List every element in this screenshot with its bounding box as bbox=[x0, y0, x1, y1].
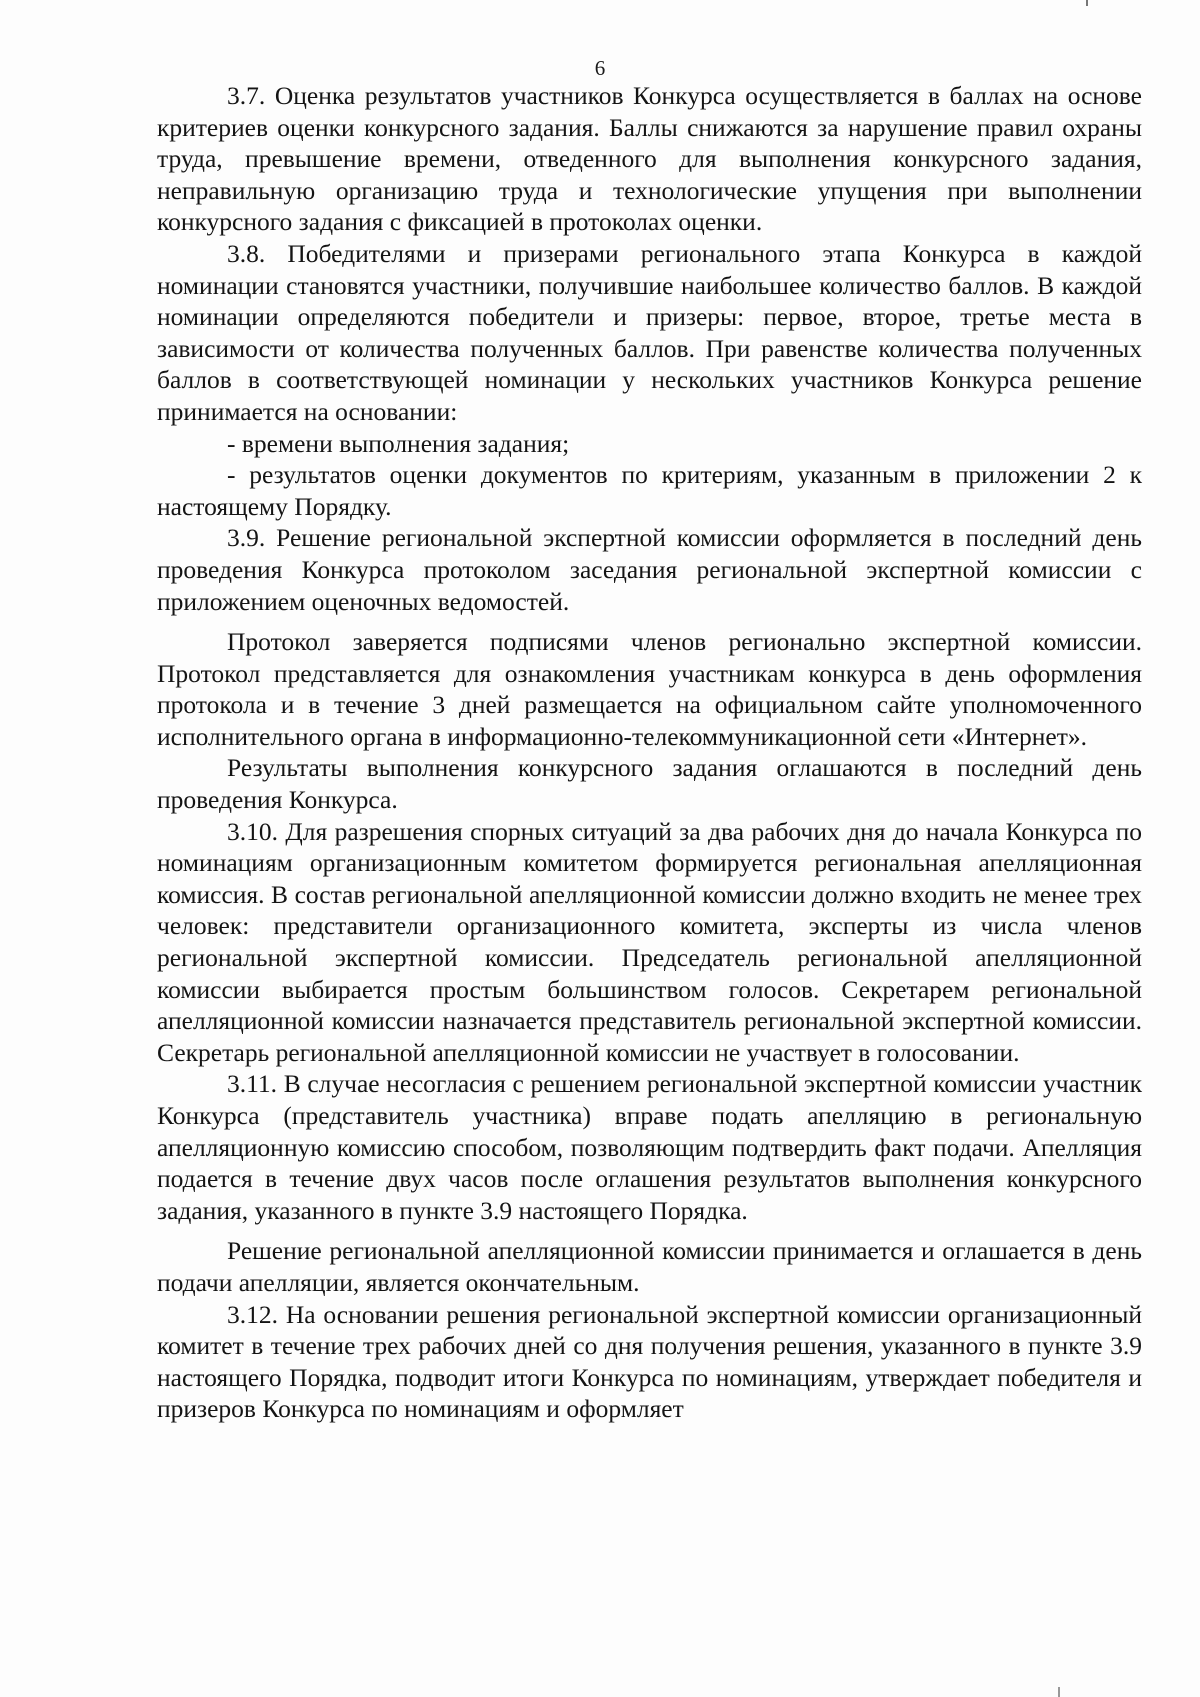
paragraph-3-9: 3.9. Решение региональной экспертной комиссии оформляется в последний день проведения Конкурса протоколом заседания региональной экспертной комиссии с приложением оценочных ведомостей. bbox=[157, 523, 1142, 616]
paragraph-results: Результаты выполнения конкурсного задания оглашаются в последний день проведения Конкурса. bbox=[157, 753, 1142, 815]
paragraph-3-12: 3.12. На основании решения региональной экспертной комиссии организационный комитет в течение трех рабочих дней со дня получения решения, указанного в пункте 3.9 настоящего Порядка, подводит итоги Конкурса по номинациям, утверждает победителя и призеров Конкурса по номинациям и оформляет bbox=[157, 1299, 1142, 1424]
paragraph-3-10: 3.10. Для разрешения спорных ситуаций за два рабочих дня до начала Конкурса по номинациям организационным комитетом формируется региональная апелляционная комиссия. В состав региональной апелляционной комиссии должно входить не менее трех человек: представители организационного комитета, эксперты из числа членов региональной экспертной комиссии. Председатель региональной апелляционной комиссии выбирается простым большинством голосов. Секретарем региональной апелляционной комиссии назначается представитель региональной экспертной комиссии. Секретарь региональной апелляционной комиссии не участвует в голосовании. bbox=[157, 816, 1142, 1067]
list-item: - времени выполнения задания; bbox=[227, 428, 570, 458]
page-number: 6 bbox=[594, 56, 606, 80]
paragraph-appeal-decision: Решение региональной апелляционной комиссии принимается и оглашается в день подачи апелляции, является окончательным. bbox=[157, 1236, 1142, 1297]
list-item: - результатов оценки документов по критериям, указанным в приложении 2 к настоящему Порядку. bbox=[157, 460, 1142, 521]
scan-mark-top bbox=[1086, 0, 1088, 6]
paragraph-3-8: 3.8. Победителями и призерами регионального этапа Конкурса в каждой номинации становятся участники, получившие наибольшее количество баллов. В каждой номинации определяются победители и призеры: первое, второе, третье места в зависимости от количества полученных баллов. При равенстве количества полученных баллов в соответствующей номинации у нескольких участников Конкурса решение принимается на основании: bbox=[157, 238, 1142, 426]
paragraph-protocol: Протокол заверяется подписями членов регионально экспертной комиссии. Протокол представляется для ознакомления участникам конкурса в день оформления протокола и в течение 3 дней размещается на официальном сайте уполномоченного исполнительного органа в информационно-телекоммуникационной сети «Интернет». bbox=[157, 627, 1142, 751]
scan-mark-bottom bbox=[1058, 1687, 1060, 1697]
document-body bbox=[157, 80, 1142, 1425]
paragraph-3-7: 3.7. Оценка результатов участников Конкурса осуществляется в баллах на основе критериев оценки конкурсного задания. Баллы снижаются за нарушение правил охраны труда, превышение времени, отведенного для выполнения конкурсного задания, неправильную организацию труда и технологические упущения при выполнении конкурсного задания с фиксацией в протоколах оценки. bbox=[157, 81, 1142, 237]
paragraph-3-11: 3.11. В случае несогласия с решением региональной экспертной комиссии участник Конкурса (представитель участника) вправе подать апелляцию в региональную апелляционную комиссию способом, позволяющим подтвердить факт подачи. Апелляция подается в течение двух часов после оглашения результатов выполнения конкурсного задания, указанного в пункте 3.9 настоящего Порядка. bbox=[157, 1069, 1142, 1225]
